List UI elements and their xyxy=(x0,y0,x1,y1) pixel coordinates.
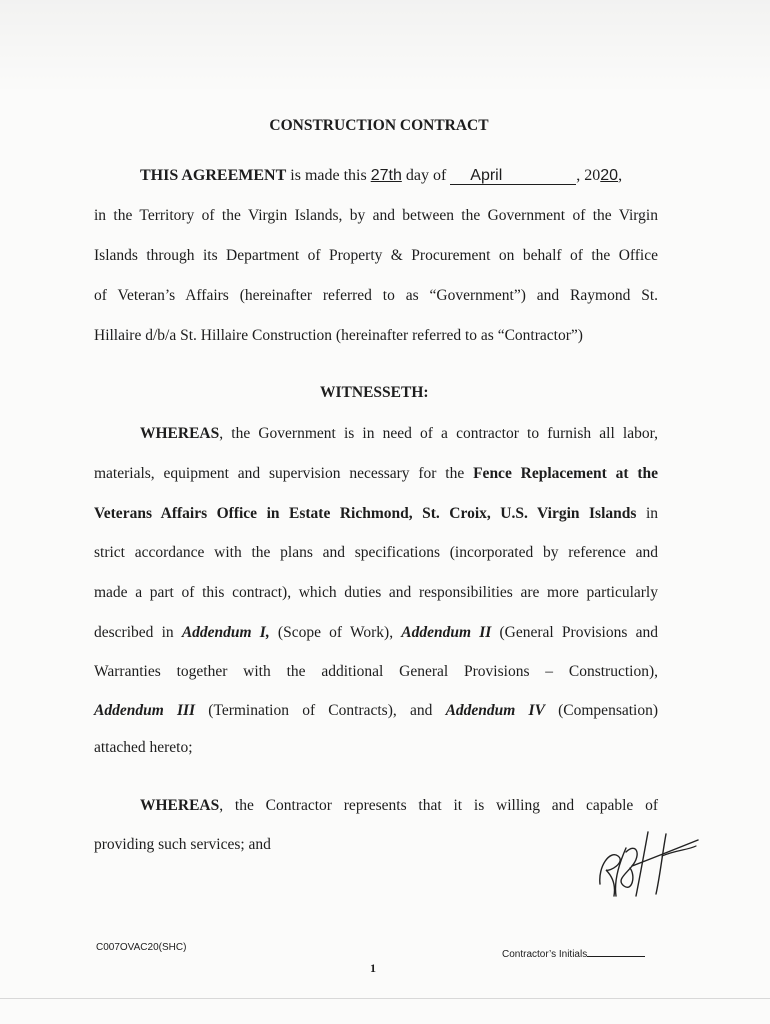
parties-line: of Veteran’s Affairs (hereinafter referred to as “Government”) and Raymond St. xyxy=(94,287,658,304)
addendum-ref: Addendum I, xyxy=(181,624,270,641)
parties-line: Islands through its Department of Property & Procurement on behalf of the Office xyxy=(94,247,658,264)
whereas-text: described in xyxy=(94,624,182,641)
whereas-text: (Termination of Contracts), and xyxy=(195,702,446,719)
page-number: 1 xyxy=(370,961,376,975)
whereas2-line xyxy=(140,796,658,816)
agreement-day: 27th xyxy=(370,167,402,184)
contractor-initials-signature xyxy=(596,826,700,902)
agreement-year: 20 xyxy=(600,167,619,184)
whereas-text: (Compensation) xyxy=(544,702,659,719)
scan-edge-line xyxy=(0,998,770,999)
contractor-initials-label xyxy=(502,946,645,961)
whereas2-line: providing such services; and xyxy=(94,836,271,853)
whereas1-line xyxy=(94,701,658,721)
scan-shadow xyxy=(0,0,770,95)
parties-line: in the Territory of the Virgin Islands, by and between the Government of the Virgin xyxy=(94,207,658,224)
whereas1-line: Warranties together with the additional General Provisions – Construction), xyxy=(94,663,658,680)
agreement-text: , xyxy=(618,167,623,184)
agreement-month: April xyxy=(470,167,503,184)
agreement-text: , 20 xyxy=(576,167,601,184)
document-code: C007OVAC20(SHC) xyxy=(96,942,187,953)
whereas1-line xyxy=(140,424,658,444)
agreement-line xyxy=(140,166,622,186)
whereas-text: , the Government is in need of a contractor to furnish all labor, xyxy=(219,425,658,442)
whereas-text: in xyxy=(636,505,658,522)
whereas1-line xyxy=(94,504,658,524)
addendum-ref: Addendum III xyxy=(94,702,196,719)
initials-blank xyxy=(587,946,645,957)
whereas1-line: made a part of this contract), which duties and responsibilities are more particularly xyxy=(94,584,658,601)
project-location: Veterans Affairs Office in Estate Richmond, St. Croix, U.S. Virgin Islands xyxy=(94,505,637,522)
whereas1-line: attached hereto; xyxy=(94,739,193,756)
agreement-text: is made this xyxy=(286,167,371,184)
whereas-text: materials, equipment and supervision necessary for the xyxy=(94,465,474,482)
document-title: CONSTRUCTION CONTRACT xyxy=(269,117,489,134)
addendum-ref: Addendum II xyxy=(401,624,492,641)
whereas1-line xyxy=(94,464,658,484)
project-name: Fence Replacement at the xyxy=(473,465,658,482)
initials-label-text: Contractor’s Initials xyxy=(502,949,588,960)
whereas-text: (Scope of Work), xyxy=(269,624,402,641)
agreement-label: THIS AGREEMENT xyxy=(140,167,287,184)
whereas-label: WHEREAS xyxy=(140,425,220,442)
agreement-month-blank xyxy=(450,168,576,185)
agreement-text: day of xyxy=(401,167,451,184)
parties-line: Hillaire d/b/a St. Hillaire Construction (hereinafter referred to as “Contractor”) xyxy=(94,327,583,344)
whereas-label: WHEREAS xyxy=(140,797,220,814)
witnesseth-heading: WITNESSETH: xyxy=(320,384,429,401)
whereas-text: , the Contractor represents that it is willing and capable of xyxy=(219,797,658,814)
addendum-ref: Addendum IV xyxy=(445,702,545,719)
whereas1-line: strict accordance with the plans and specifications (incorporated by reference and xyxy=(94,544,658,561)
whereas1-line xyxy=(94,623,658,643)
whereas-text: (General Provisions and xyxy=(491,624,658,641)
